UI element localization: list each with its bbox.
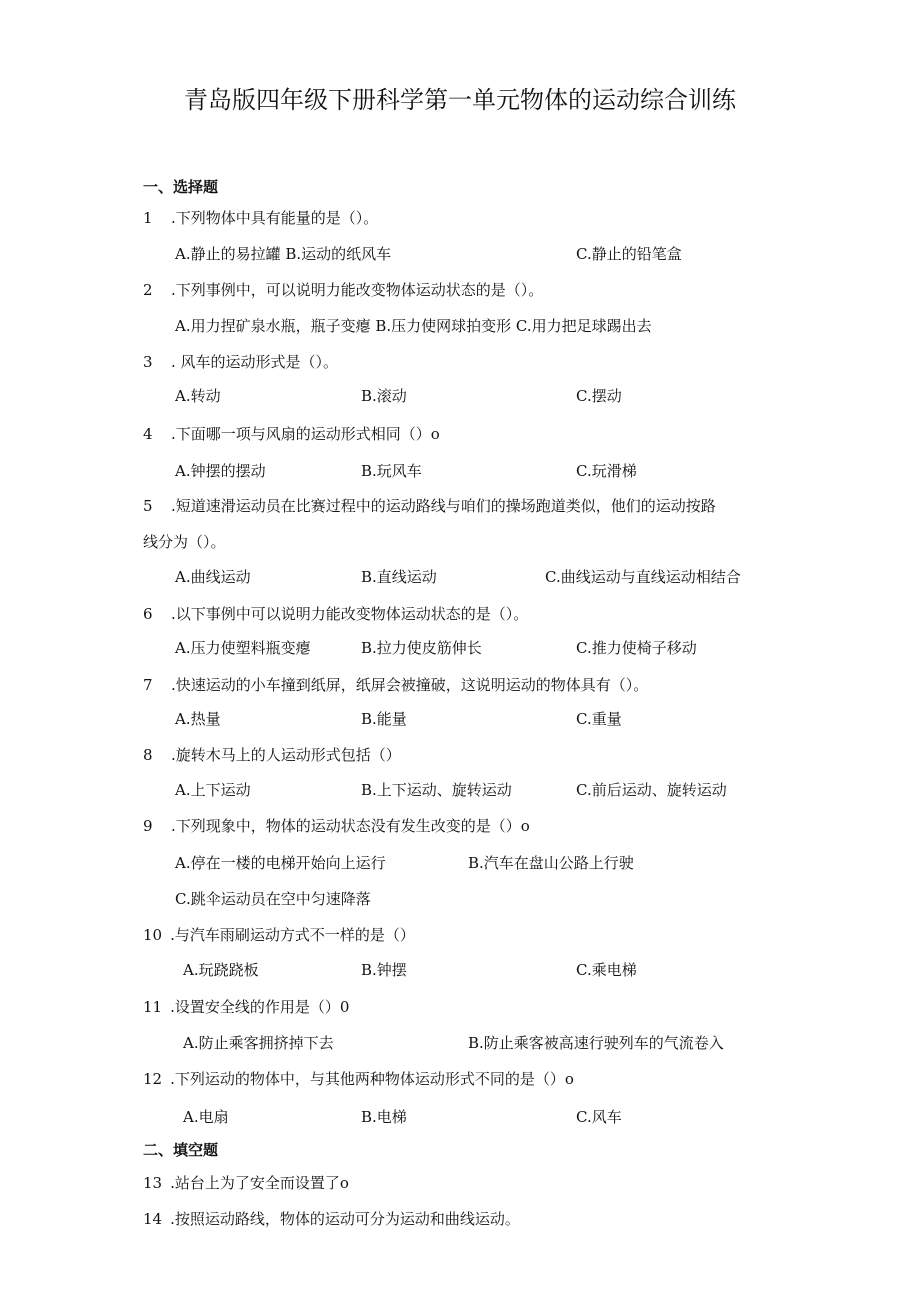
option-b: B.拉力使皮筋伸长 [361, 639, 482, 657]
option-c: C.曲线运动与直线运动相结合 [545, 568, 741, 586]
question-text: .下列事例中，可以说明力能改变物体运动状态的是（）。 [171, 281, 544, 299]
option-c: C.摆动 [576, 387, 622, 405]
question-9 [143, 815, 530, 837]
question-text: .设置安全线的作用是（）0 [170, 998, 350, 1016]
option-c: C.风车 [576, 1108, 622, 1126]
option-c: C.跳伞运动员在空中匀速降落 [175, 890, 371, 908]
option-c: C.静止的铅笔盒 [576, 245, 682, 263]
question-number: 9 [143, 817, 153, 835]
question-text: .旋转木马上的人运动形式包括（） [171, 746, 401, 764]
option-b: B.汽车在盘山公路上行驶 [468, 854, 634, 872]
question-13 [143, 1172, 349, 1194]
option-b: B.直线运动 [361, 568, 437, 586]
question-number: 13 [143, 1174, 163, 1192]
option-b: B.滚动 [361, 387, 407, 405]
option-c: C.玩滑梯 [576, 462, 637, 480]
question-text: .下列现象中，物体的运动状态没有发生改变的是（）o [171, 817, 530, 835]
option-a: A.钟摆的摆动 [175, 462, 266, 480]
option-a: A.停在一楼的电梯开始向上运行 [175, 854, 386, 872]
question-number: 12 [143, 1070, 163, 1088]
question-10 [143, 924, 415, 946]
option-b: B.玩风车 [361, 462, 422, 480]
question-5 [143, 495, 716, 517]
option-c: C.乘电梯 [576, 961, 637, 979]
option-a: A.玩跷跷板 [183, 961, 259, 979]
question-number: 8 [143, 746, 153, 764]
question-number: 2 [143, 281, 153, 299]
option-b: B.防止乘客被高速行驶列车的气流卷入 [468, 1034, 724, 1052]
question-number: 1 [143, 209, 153, 227]
question-12 [143, 1068, 574, 1090]
option-a: A.上下运动 [175, 781, 251, 799]
question-text: .下面哪一项与风扇的运动形式相同（）o [171, 425, 440, 443]
question-text: .下列运动的物体中，与其他两种物体运动形式不同的是（）o [170, 1070, 574, 1088]
option-b: B.钟摆 [361, 961, 407, 979]
option-a: A.热量 [175, 710, 221, 728]
option-a: A.电扇 [183, 1108, 229, 1126]
question-3 [143, 351, 338, 373]
question-text: .快速运动的小车撞到纸屏，纸屏会被撞破，这说明运动的物体具有（）。 [171, 676, 649, 694]
question-number: 4 [143, 425, 153, 443]
question-text: .下列物体中具有能量的是（）。 [171, 209, 379, 227]
question-2 [143, 279, 543, 301]
option-c: C.重量 [576, 710, 622, 728]
question-text-continued: 线分为（）。 [143, 533, 226, 551]
document-title: 青岛版四年级下册科学第一单元物体的运动综合训练 [184, 86, 736, 114]
option-a: A.曲线运动 [175, 568, 251, 586]
question-text: .短道速滑运动员在比赛过程中的运动路线与咱们的操场跑道类似，他们的运动按路 [171, 497, 716, 515]
option-b: B.电梯 [361, 1108, 407, 1126]
question-text: .以下事例中可以说明力能改变物体运动状态的是（）。 [171, 605, 529, 623]
option-a-b: A.静止的易拉罐 B.运动的纸风车 [175, 245, 392, 263]
option-b: B.上下运动、旋转运动 [361, 781, 512, 799]
option-a: A.转动 [175, 387, 221, 405]
question-text: .按照运动路线，物体的运动可分为运动和曲线运动。 [170, 1210, 520, 1228]
question-number: 10 [143, 926, 163, 944]
option-a: A.压力使塑料瓶变瘪 [175, 639, 311, 657]
question-text: . 风车的运动形式是（）。 [171, 353, 339, 371]
question-number: 7 [143, 676, 153, 694]
question-1 [143, 207, 378, 229]
question-6 [143, 603, 528, 625]
question-number: 3 [143, 353, 153, 371]
option-c: C.前后运动、旋转运动 [576, 781, 727, 799]
question-14 [143, 1208, 520, 1230]
option-abc: A.用力捏矿泉水瓶，瓶子变瘪 B.压力使网球拍变形 C.用力把足球踢出去 [175, 317, 652, 335]
option-b: B.能量 [361, 710, 407, 728]
question-7 [143, 674, 648, 696]
question-number: 6 [143, 605, 153, 623]
section-heading-fill: 二、填空题 [143, 1141, 219, 1159]
section-heading-choice: 一、选择题 [143, 178, 219, 196]
question-number: 11 [143, 998, 163, 1016]
question-number: 14 [143, 1210, 163, 1228]
question-8 [143, 744, 401, 766]
question-text: .与汽车雨刷运动方式不一样的是（） [170, 926, 415, 944]
question-11 [143, 996, 349, 1018]
question-4 [143, 423, 440, 445]
question-number: 5 [143, 497, 153, 515]
option-c: C.推力使椅子移动 [576, 639, 697, 657]
option-a: A.防止乘客拥挤掉下去 [183, 1034, 334, 1052]
question-text: .站台上为了安全而设置了o [170, 1174, 349, 1192]
